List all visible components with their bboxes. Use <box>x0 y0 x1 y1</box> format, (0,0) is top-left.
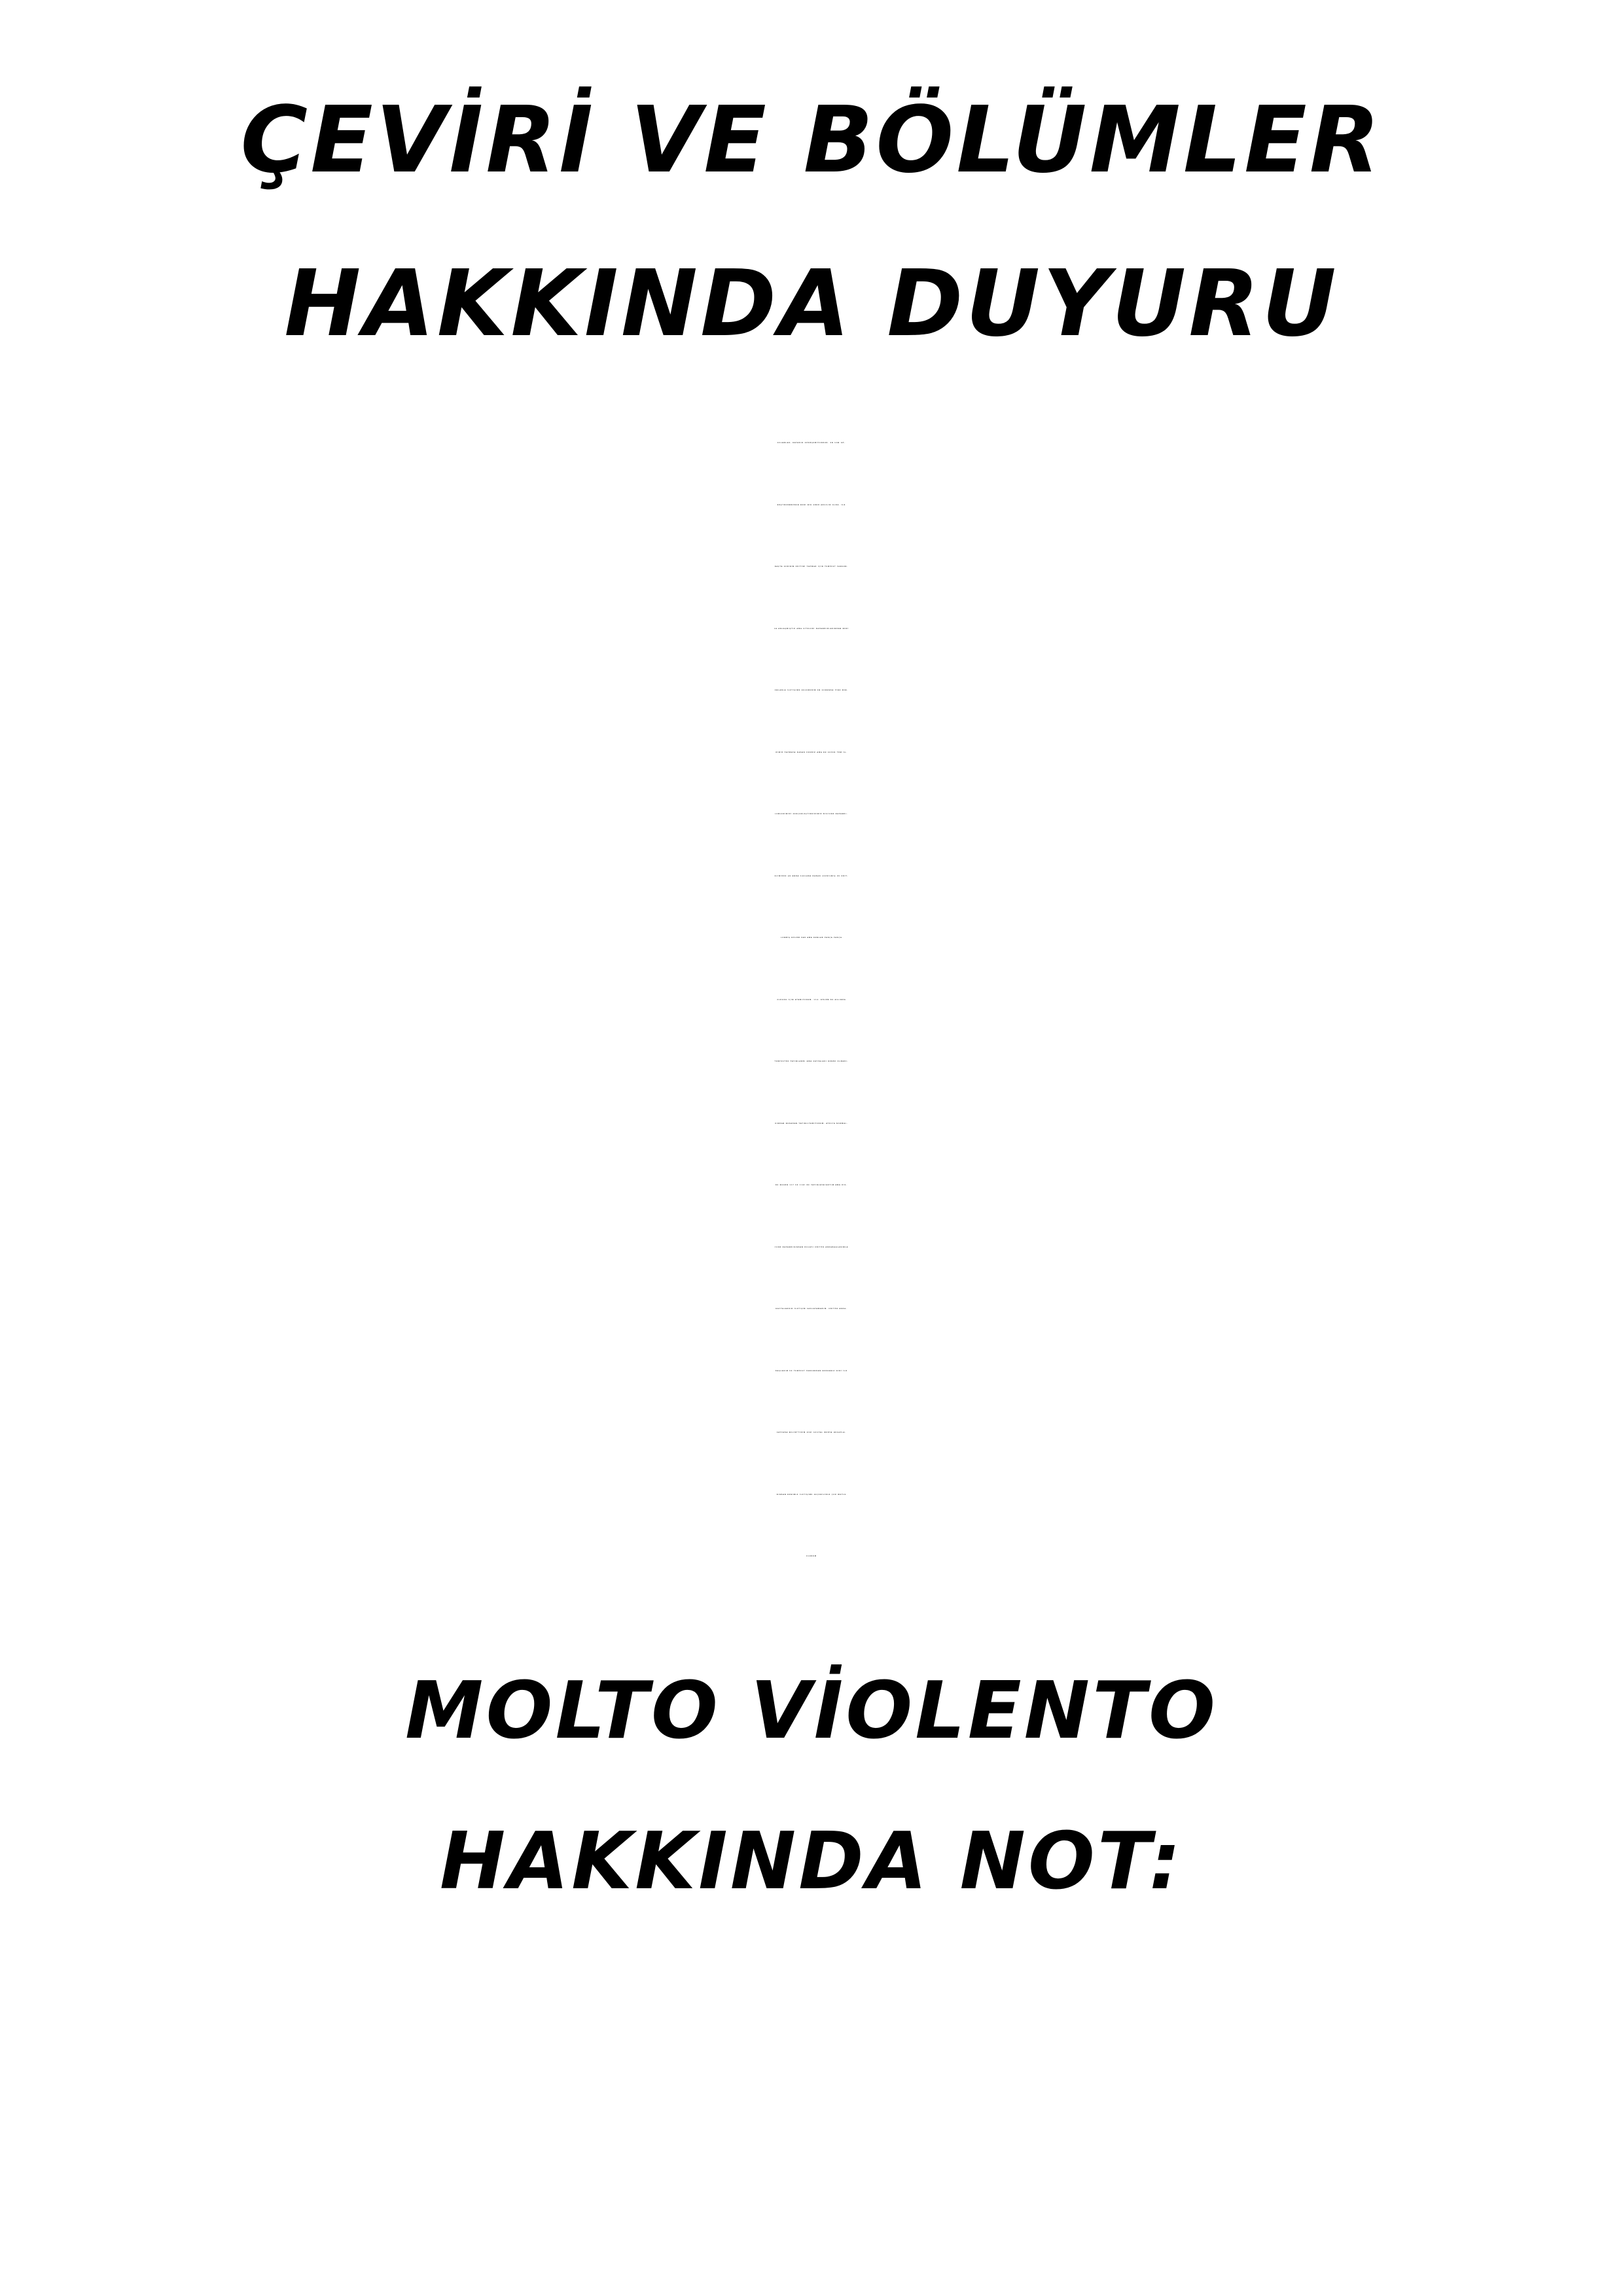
title-line: ÇEVİRİ VE BÖLÜMLER <box>240 87 1383 194</box>
text-line: ONLARLA İLETİŞİME GEÇEMEDİM EN SONUNDA YİNE KEN- <box>774 690 849 691</box>
text-line: OLDUĞU İÇİN ATAMIYORUM. 114. BÖLÜM DE ASLINDA <box>777 999 846 1001</box>
text-line <box>0 2224 1623 2272</box>
text-line <box>0 2081 1623 2128</box>
text-line: BAŞTA SERİNİN EDİTİNİ YAPMAK İÇİN TEMPEST FANSUB- <box>774 566 849 567</box>
text-line <box>0 1937 1623 1985</box>
announcement-paragraph <box>0 412 1623 1588</box>
text-line: LEMLERİMİZİ GERÇEKLEŞTİRDİĞİMİZ DİSCORD KAPANDI. <box>775 814 848 815</box>
text-line: HAFTALARDIR İLETİŞİM SAĞLAYAMADIM. EDİTÖR ARKA- <box>776 1308 847 1310</box>
text-line: CORD KAPANDIĞINDAN DOLAYI EDİTÖR ARKADAŞLARIMLA <box>774 1246 849 1248</box>
text-line: RÜŞTÜĞÜMÜZDEN BERİ BİR SÜRÜ AKSİLİK OLDU. İLK <box>777 504 846 506</box>
text-line: DE BUGÜN 117 VE 118İ DE YAYINLAYACAKTIM AMA DİS- <box>775 1185 848 1186</box>
text-line: LA ANLAŞMIŞTIK AMA SİTELERİ KAPANDIKLARINDAN BERİ <box>774 628 849 630</box>
note-heading-line: HAKKINDA NOT: <box>439 1816 1184 1907</box>
text-line <box>0 2033 1623 2081</box>
text-line: DİMİZ YAPMAYA KARAR VERDİK AMA BU SEFER TÜM İŞ- <box>776 751 847 753</box>
text-line: ĞINDAN BURADAN YAYINLIYAMIYORUM. AYRICA NORMAL- <box>775 1122 848 1124</box>
title-line: HAKKINDA DUYURU <box>284 251 1339 357</box>
text-line: OLURUM <box>806 1556 817 1557</box>
text-line: ELİMİZDE ŞU ANDA 140LARA KADAR ÇEVRİLMİŞ VE EDİT- <box>774 875 849 877</box>
note-heading <box>0 1636 1623 1937</box>
text-line: DAŞLARIM VE TEMPEST FANSUBDAN HERHANGİ BİRİ İLK <box>775 1370 847 1372</box>
page-title <box>0 59 1623 386</box>
text-line: SAYFADA BELİRTTİĞİM GİBİ SOSYAL MEDYA HESAPLA- <box>776 1432 846 1433</box>
text-line <box>0 2176 1623 2224</box>
text-line: RINDAN BENİMLE İLETİŞİME GEÇEBİLİRSE ÇOK MUTLU <box>776 1494 847 1496</box>
text-line: LENMİŞ BÖLÜM VAR AMA BUNLAR PARÇA PARÇA <box>781 937 842 939</box>
text-line <box>0 1985 1623 2033</box>
text-line: TEMPESTDE YAYINLANDI AMA SAYFALARI BENDE OLMADI- <box>774 1061 849 1062</box>
text-line <box>0 2128 1623 2176</box>
note-heading-line: MOLTO VİOLENTO <box>405 1666 1218 1757</box>
text-line: SELAMLAR, BAYADIR GÖRÜŞEMİYORDUK. EN SON GÖ- <box>777 442 846 444</box>
note-paragraph <box>0 1937 1623 2272</box>
